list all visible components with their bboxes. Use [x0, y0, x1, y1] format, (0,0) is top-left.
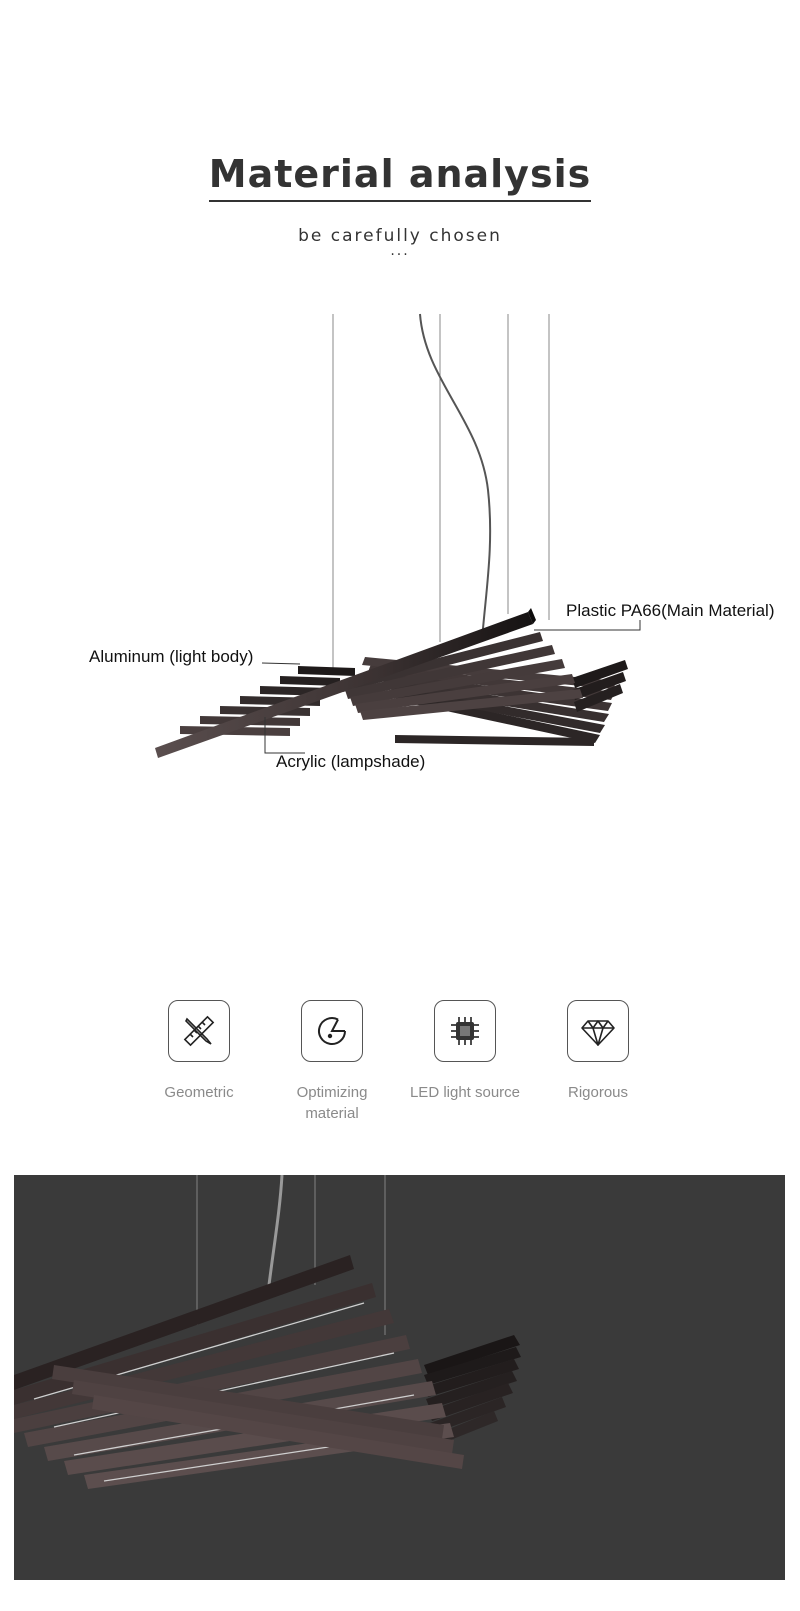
feature-caption-line1: Optimizing: [296, 1084, 368, 1101]
page-title: Material analysis: [209, 150, 591, 202]
feature-led: [395, 1000, 535, 1103]
feature-caption: [262, 1082, 402, 1124]
product-photo: [14, 1175, 785, 1580]
feature-optimizing: [262, 1000, 402, 1124]
title-block: [0, 150, 800, 202]
feature-caption-line2: material: [305, 1105, 359, 1122]
page-subtitle: be carefully chosen: [298, 226, 502, 246]
label-acrylic: Acrylic (lampshade): [276, 752, 426, 771]
feature-rigorous: [528, 1000, 668, 1103]
chip-icon: [434, 1000, 496, 1062]
left-bar-fan: [180, 666, 355, 736]
feature-geometric: [129, 1000, 269, 1103]
feature-caption: Rigorous: [567, 1084, 629, 1101]
diamond-icon: [567, 1000, 629, 1062]
feature-caption: LED light source: [409, 1084, 521, 1101]
optimize-material-icon: [301, 1000, 363, 1062]
leader-line-aluminum: [262, 663, 300, 664]
lower-bar-fan: [395, 735, 594, 746]
power-cable: [420, 314, 490, 640]
subtitle-dots: ...: [390, 243, 410, 259]
label-plastic: Plastic PA66(Main Material): [566, 601, 775, 620]
lamp-diagram: [0, 300, 800, 780]
feature-caption: Geometric: [164, 1084, 234, 1101]
product-photo-panel: [14, 1175, 785, 1580]
feature-row: [0, 1000, 800, 1130]
label-aluminum: Aluminum (light body): [89, 647, 254, 666]
leader-line-plastic: [534, 620, 640, 630]
pencil-ruler-icon: [168, 1000, 230, 1062]
